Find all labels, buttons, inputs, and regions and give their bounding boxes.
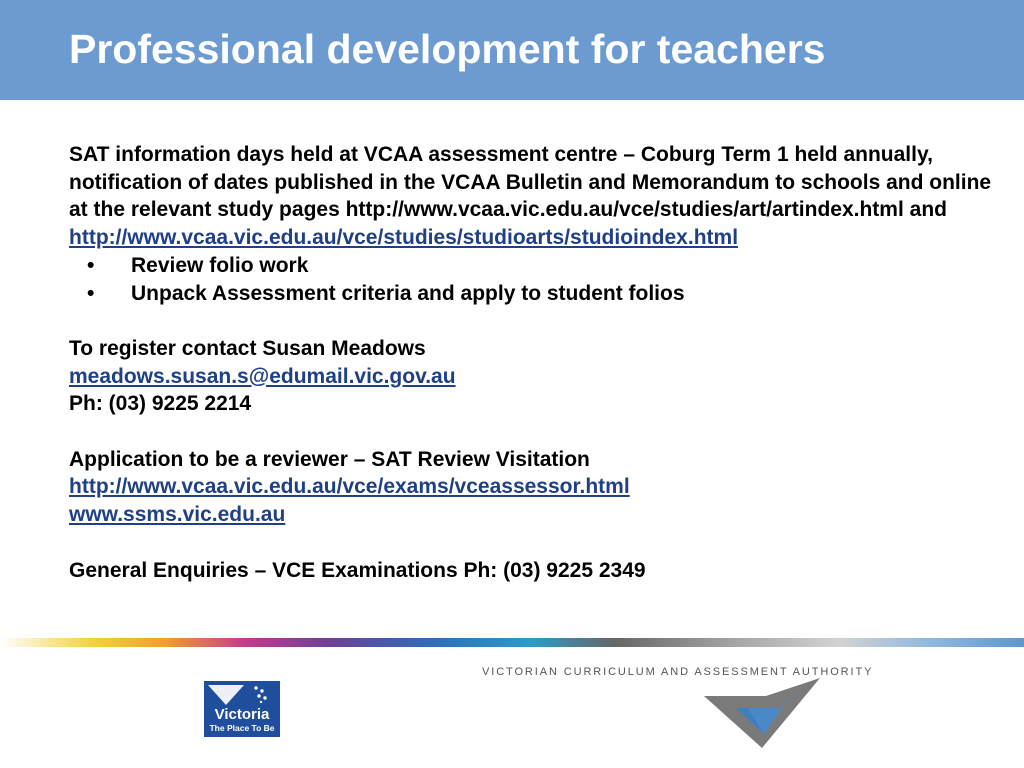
sat-bullet-list	[69, 252, 999, 307]
bullet-text: Unpack Assessment criteria and apply to student folios	[131, 281, 685, 305]
bullet-text: Review folio work	[131, 253, 309, 277]
reviewer-text: Application to be a reviewer – SAT Review Visitation	[69, 447, 590, 471]
list-item	[69, 280, 999, 308]
slide-title: Professional development for teachers	[69, 26, 826, 72]
vcaa-logo-mark	[700, 678, 820, 748]
title-bar	[0, 0, 1024, 100]
victoria-logo-tagline: The Place To Be	[209, 723, 275, 733]
vcaa-name: VICTORIAN CURRICULUM AND ASSESSMENT AUTHORITY	[482, 666, 874, 678]
register-phone: Ph: (03) 9225 2214	[69, 392, 252, 416]
bullet-icon: •	[87, 253, 95, 277]
victoria-logo-name: Victoria	[214, 706, 270, 723]
register-text: To register contact Susan Meadows	[69, 336, 426, 360]
victoria-logo	[204, 681, 280, 737]
slide-body	[69, 141, 999, 584]
general-enquiries: General Enquiries – VCE Examinations Ph: (03) 9225 2349	[69, 558, 646, 582]
bullet-icon: •	[87, 281, 95, 305]
rainbow-divider	[0, 638, 1024, 647]
vceassessor-link[interactable]: http://www.vcaa.vic.edu.au/vce/exams/vceassessor.html	[69, 475, 630, 499]
sat-info-paragraph: SAT information days held at VCAA assessment centre – Coburg Term 1 held annually, notification of dates published in the VCAA Bulletin and Memorandum to schools and online at the relevant study pages http://www.vcaa.vic.edu.au/vce/studies/art/artindex.html and	[69, 143, 992, 222]
studioarts-link[interactable]: http://www.vcaa.vic.edu.au/vce/studies/studioarts/studioindex.html	[69, 226, 739, 250]
ssms-link[interactable]: www.ssms.vic.edu.au	[69, 503, 286, 527]
list-item	[69, 252, 999, 280]
register-email-link[interactable]: meadows.susan.s@edumail.vic.gov.au	[69, 364, 456, 388]
